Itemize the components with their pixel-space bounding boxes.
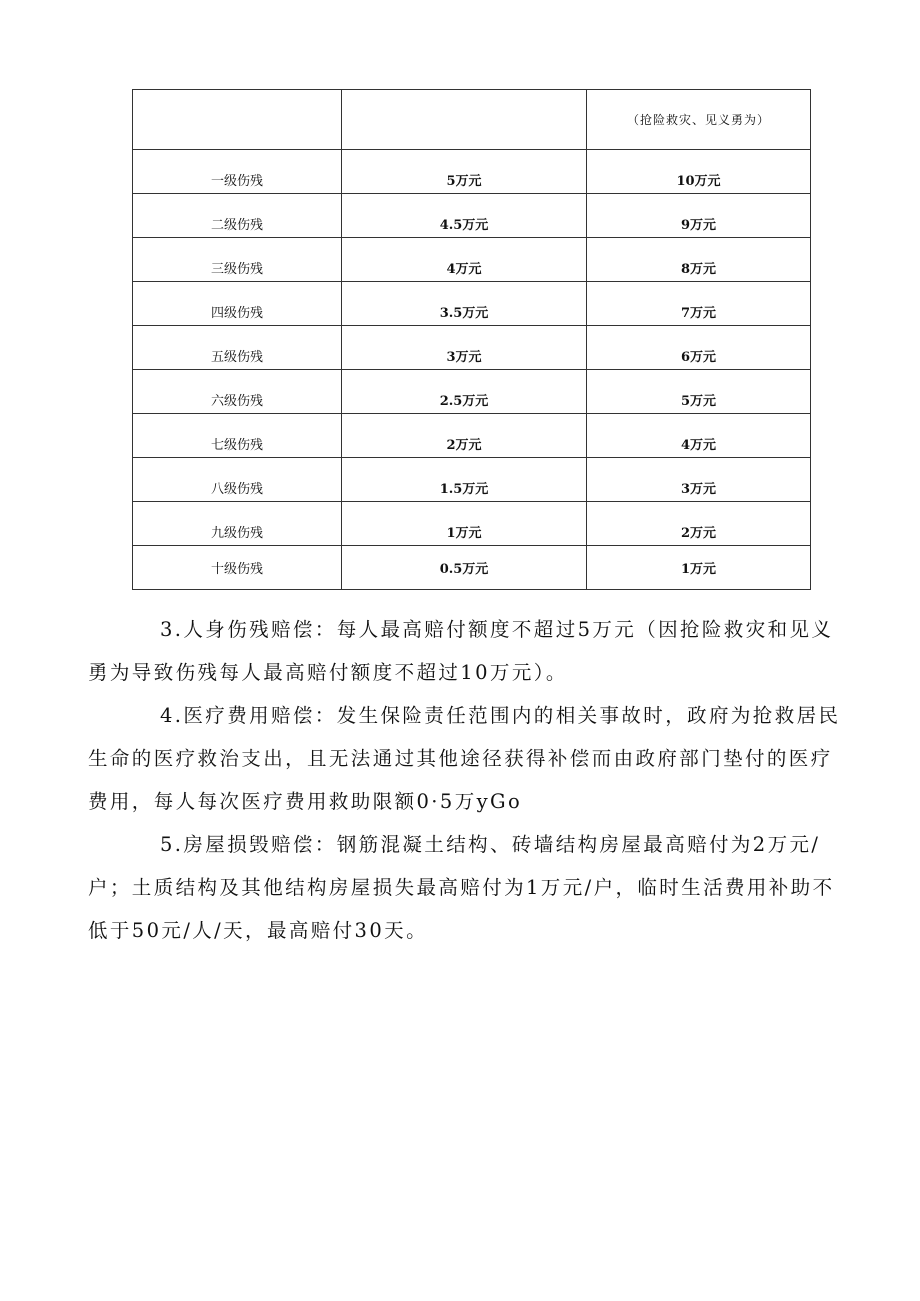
normal-amount-cell: 0.5万元 (342, 546, 587, 590)
table-row (133, 238, 811, 282)
disability-level-cell: 三级伤残 (133, 238, 342, 282)
table-row (133, 546, 811, 590)
disability-level-cell: 四级伤残 (133, 282, 342, 326)
paragraph-housing-compensation: 5.房屋损毁赔偿：钢筋混凝土结构、砖墙结构房屋最高赔付为2万元/户；土质结构及其他结构房屋损失最高赔付为1万元/户，临时生活费用补助不低于50元/人/天，最高赔付30天。 (88, 833, 835, 942)
heroic-amount-cell: 2万元 (587, 502, 811, 546)
table-row (133, 194, 811, 238)
table-row (133, 282, 811, 326)
normal-amount-cell: 1.5万元 (342, 458, 587, 502)
normal-amount-cell: 1万元 (342, 502, 587, 546)
disability-level-cell: 六级伤残 (133, 370, 342, 414)
normal-amount-cell: 2.5万元 (342, 370, 587, 414)
normal-amount-cell: 4.5万元 (342, 194, 587, 238)
header-cell-heroic: （抢险救灾、见义勇为） (587, 90, 811, 150)
body-text (88, 608, 848, 952)
heroic-amount-cell: 4万元 (587, 414, 811, 458)
normal-amount-cell: 2万元 (342, 414, 587, 458)
heroic-amount-cell: 9万元 (587, 194, 811, 238)
table-row (133, 502, 811, 546)
table-row (133, 414, 811, 458)
normal-amount-cell: 3万元 (342, 326, 587, 370)
normal-amount-cell: 4万元 (342, 238, 587, 282)
normal-amount-cell: 5万元 (342, 150, 587, 194)
table-row (133, 370, 811, 414)
header-cell-level (133, 90, 342, 150)
disability-level-cell: 五级伤残 (133, 326, 342, 370)
heroic-amount-cell: 1万元 (587, 546, 811, 590)
table-row (133, 326, 811, 370)
heroic-amount-cell: 3万元 (587, 458, 811, 502)
disability-level-cell: 一级伤残 (133, 150, 342, 194)
disability-level-cell: 八级伤残 (133, 458, 342, 502)
disability-level-cell: 十级伤残 (133, 546, 342, 590)
heroic-amount-cell: 5万元 (587, 370, 811, 414)
heroic-amount-cell: 6万元 (587, 326, 811, 370)
heroic-amount-cell: 8万元 (587, 238, 811, 282)
table-header-row (133, 90, 811, 150)
disability-compensation-table (132, 89, 811, 590)
normal-amount-cell: 3.5万元 (342, 282, 587, 326)
heroic-amount-cell: 7万元 (587, 282, 811, 326)
table-row (133, 150, 811, 194)
heroic-amount-cell: 10万元 (587, 150, 811, 194)
disability-level-cell: 七级伤残 (133, 414, 342, 458)
table-row (133, 458, 811, 502)
paragraph-disability-compensation: 3.人身伤残赔偿：每人最高赔付额度不超过5万元（因抢险救灾和见义勇为导致伤残每人最高赔付额度不超过10万元）。 (88, 618, 834, 684)
header-cell-normal (342, 90, 587, 150)
disability-level-cell: 九级伤残 (133, 502, 342, 546)
disability-level-cell: 二级伤残 (133, 194, 342, 238)
paragraph-medical-compensation: 4.医疗费用赔偿：发生保险责任范围内的相关事故时，政府为抢救居民生命的医疗救治支出，且无法通过其他途径获得补偿而由政府部门垫付的医疗费用，每人每次医疗费用救助限额0·5万yGo (88, 704, 841, 813)
